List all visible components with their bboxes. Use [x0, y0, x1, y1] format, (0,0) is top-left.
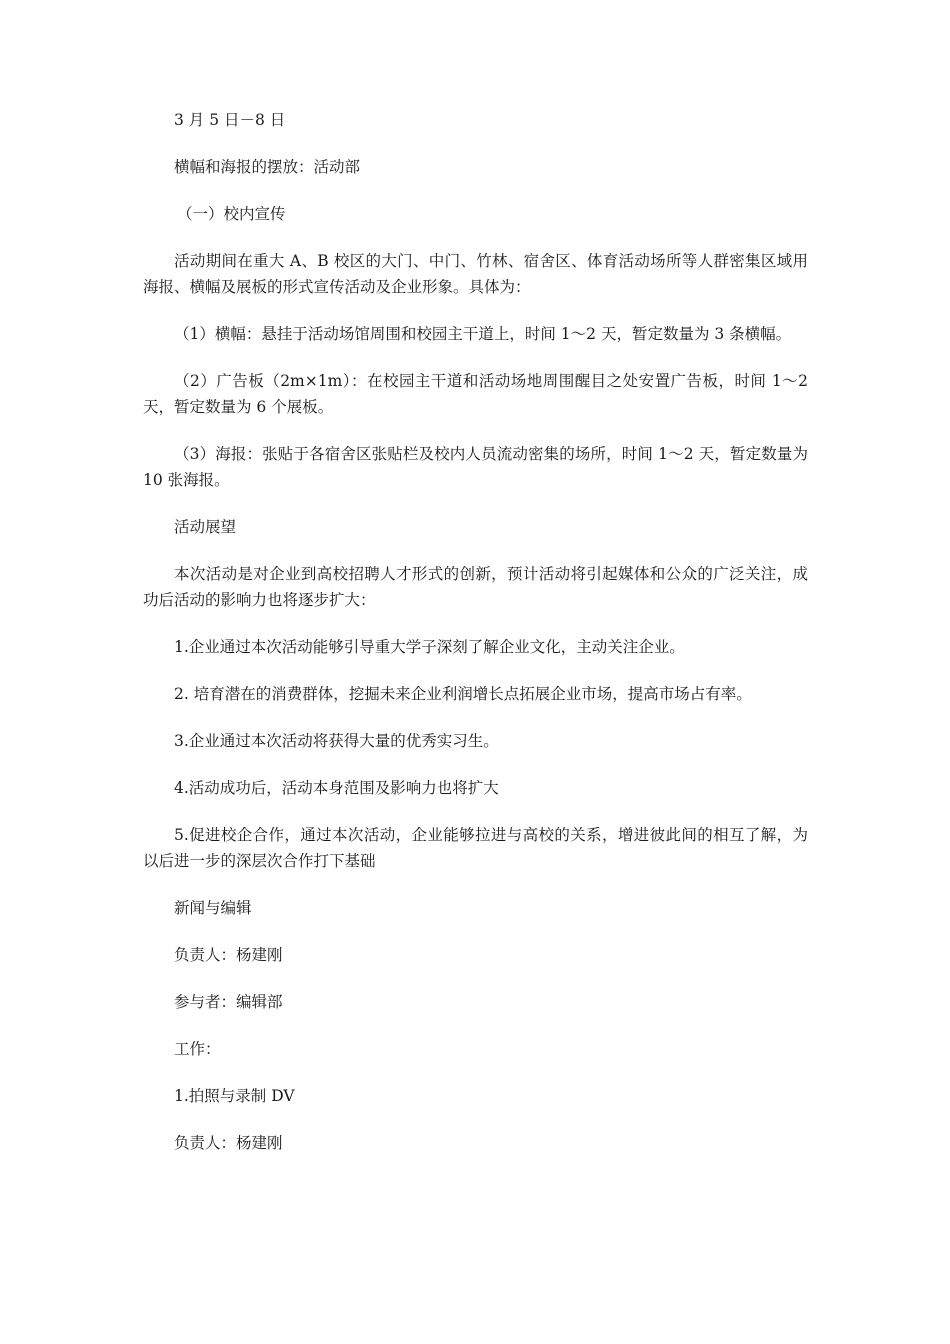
date-range-line: 3 月 5 日－8 日	[174, 111, 286, 129]
outlook-item-1: 1.企业通过本次活动能够引导重大学子深刻了解企业文化，主动关注企业。	[174, 638, 685, 656]
outlook-item-3: 3.企业通过本次活动将获得大量的优秀实习生。	[174, 732, 499, 750]
section-heading-campus-promotion: （一）校内宣传	[177, 205, 286, 223]
section-heading-outlook: 活动展望	[174, 518, 237, 536]
outlook-paragraph: 本次活动是对企业到高校招聘人才形式的创新，预计活动将引起媒体和公众的广泛关注，成功后活动的影响力也将逐步扩大：	[143, 565, 808, 609]
billboard-item: （2）广告板（2m×1m）：在校园主干道和活动场地周围醒目之处安置广告板，时间 1～2 天，暂定数量为 6 个展板。	[143, 372, 808, 416]
person-in-charge-line: 负责人：杨建刚	[174, 946, 283, 964]
participants-line: 参与者：编辑部	[174, 993, 283, 1011]
work-item-1: 1.拍照与录制 DV	[174, 1087, 295, 1105]
section-heading-news-editing: 新闻与编辑	[174, 899, 252, 917]
campus-promotion-paragraph: 活动期间在重大 A、B 校区的大门、中门、竹林、宿舍区、体育活动场所等人群密集区域用海报、横幅及展板的形式宣传活动及企业形象。具体为：	[143, 252, 808, 296]
document-body	[143, 107, 808, 1177]
work-heading: 工作：	[174, 1040, 221, 1058]
person-in-charge-line-2: 负责人：杨建刚	[174, 1134, 283, 1152]
outlook-item-2: 2. 培育潜在的消费群体，挖掘未来企业利润增长点拓展企业市场，提高市场占有率。	[174, 685, 752, 703]
outlook-item-5: 5.促进校企合作，通过本次活动，企业能够拉进与高校的关系，增进彼此间的相互了解，为以后进一步的深层次合作打下基础	[143, 826, 808, 870]
banner-item: （1）横幅：悬挂于活动场馆周围和校园主干道上，时间 1～2 天，暂定数量为 3 条横幅。	[174, 325, 792, 343]
outlook-item-4: 4.活动成功后，活动本身范围及影响力也将扩大	[174, 779, 499, 797]
poster-item: （3）海报：张贴于各宿舍区张贴栏及校内人员流动密集的场所，时间 1～2 天，暂定数量为 10 张海报。	[143, 445, 808, 489]
banner-poster-placement-line: 横幅和海报的摆放：活动部	[174, 158, 361, 176]
